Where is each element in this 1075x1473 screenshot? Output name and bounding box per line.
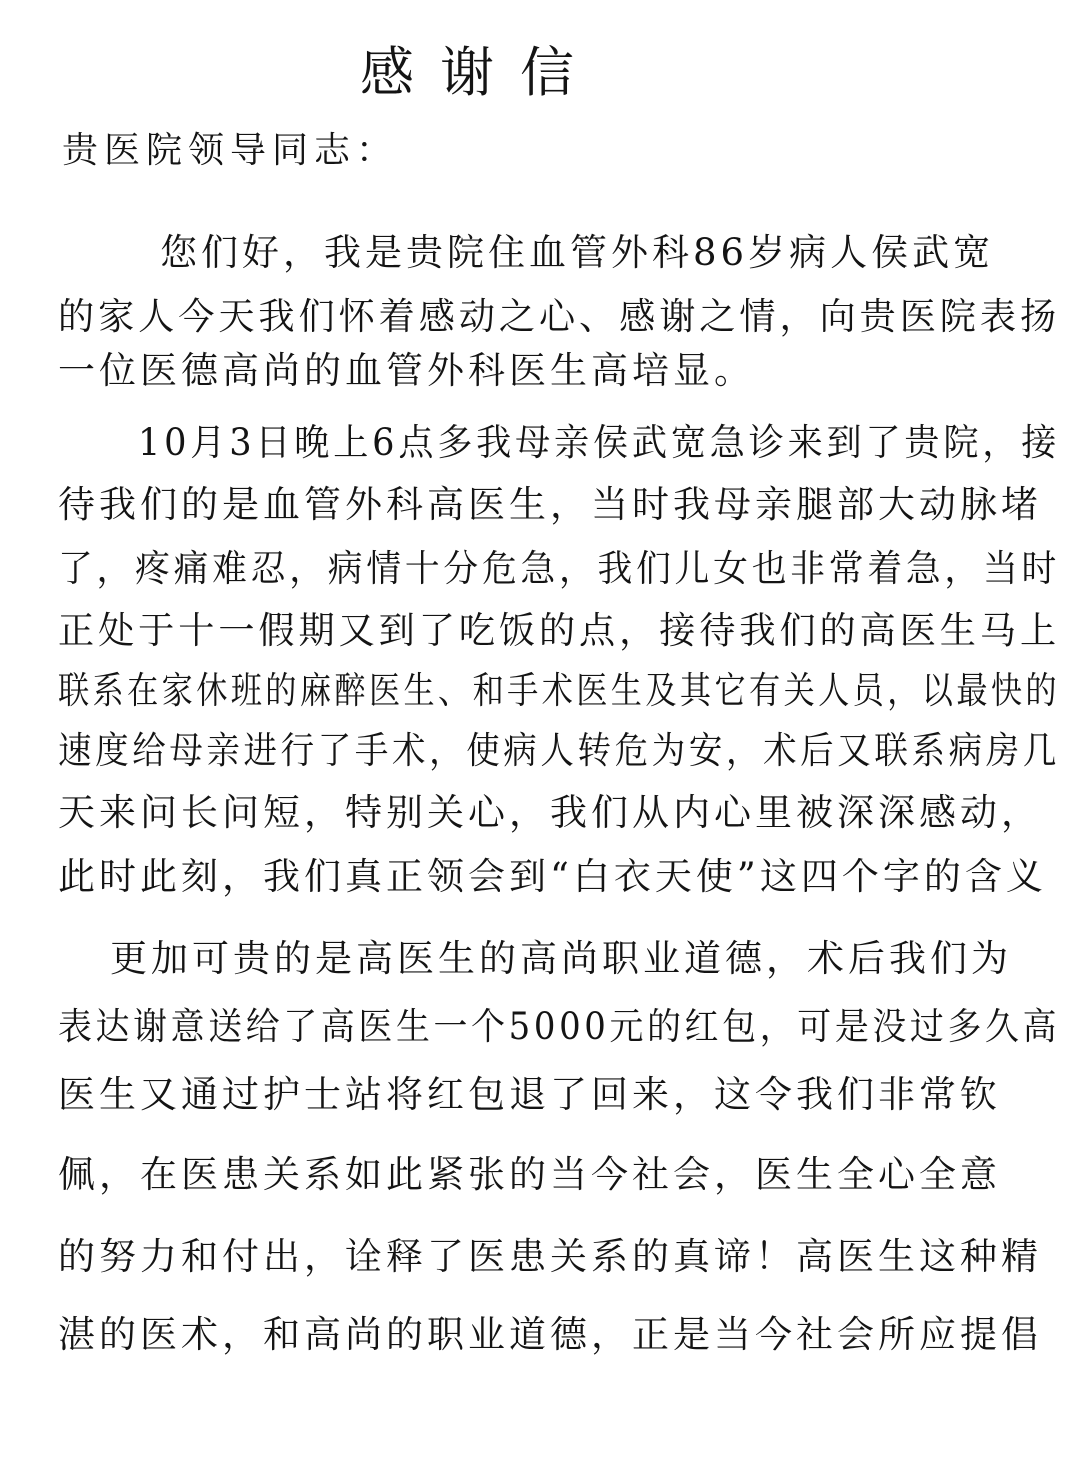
- letter-line: 的家人今天我们怀着感动之心、感谢之情，向贵医院表扬: [58, 295, 1061, 338]
- letter-line: 速度给母亲进行了手术，使病人转危为安，术后又联系病房几: [58, 729, 1060, 772]
- letter-line: 医生又通过护士站将红包退了回来，这令我们非常钦: [58, 1073, 1001, 1116]
- letter-line: 正处于十一假期又到了吃饭的点，接待我们的高医生马上: [58, 609, 1061, 652]
- letter-line: 此时此刻，我们真正领会到“白衣天使”这四个字的含义: [58, 855, 1047, 898]
- letter-line: 的努力和付出，诠释了医患关系的真谛！高医生这种精: [58, 1235, 1042, 1278]
- letter-line: 湛的医术，和高尚的职业道德，正是当今社会所应提倡: [58, 1313, 1042, 1356]
- letter-title: 感谢信: [360, 41, 600, 104]
- letter-line: 联系在家休班的麻醉医生、和手术医生及其它有关人员，以最快的: [58, 669, 1060, 712]
- letter-line: 10月3日晚上6点多我母亲侯武宽急诊来到了贵院，接: [138, 421, 1061, 464]
- letter-line: 待我们的是血管外科高医生，当时我母亲腿部大动脉堵: [58, 483, 1042, 526]
- letter-line: 天来问长问短，特别关心，我们从内心里被深深感动，: [58, 791, 1042, 834]
- letter-line: 表达谢意送给了高医生一个5000元的红包，可是没过多久高: [58, 1005, 1061, 1048]
- letter-line: 了，疼痛难忍，病情十分危急，我们儿女也非常着急，当时: [58, 547, 1061, 590]
- letter-line: 您们好，我是贵院住血管外科86岁病人侯武宽: [160, 231, 995, 274]
- letter-line: 佩，在医患关系如此紧张的当今社会，医生全心全意: [58, 1153, 1001, 1196]
- letter-salutation: 贵医院领导同志：: [62, 130, 399, 171]
- letter-line: 一位医德高尚的血管外科医生高培显。: [58, 349, 755, 392]
- letter-line: 更加可贵的是高医生的高尚职业道德，术后我们为: [110, 937, 1012, 980]
